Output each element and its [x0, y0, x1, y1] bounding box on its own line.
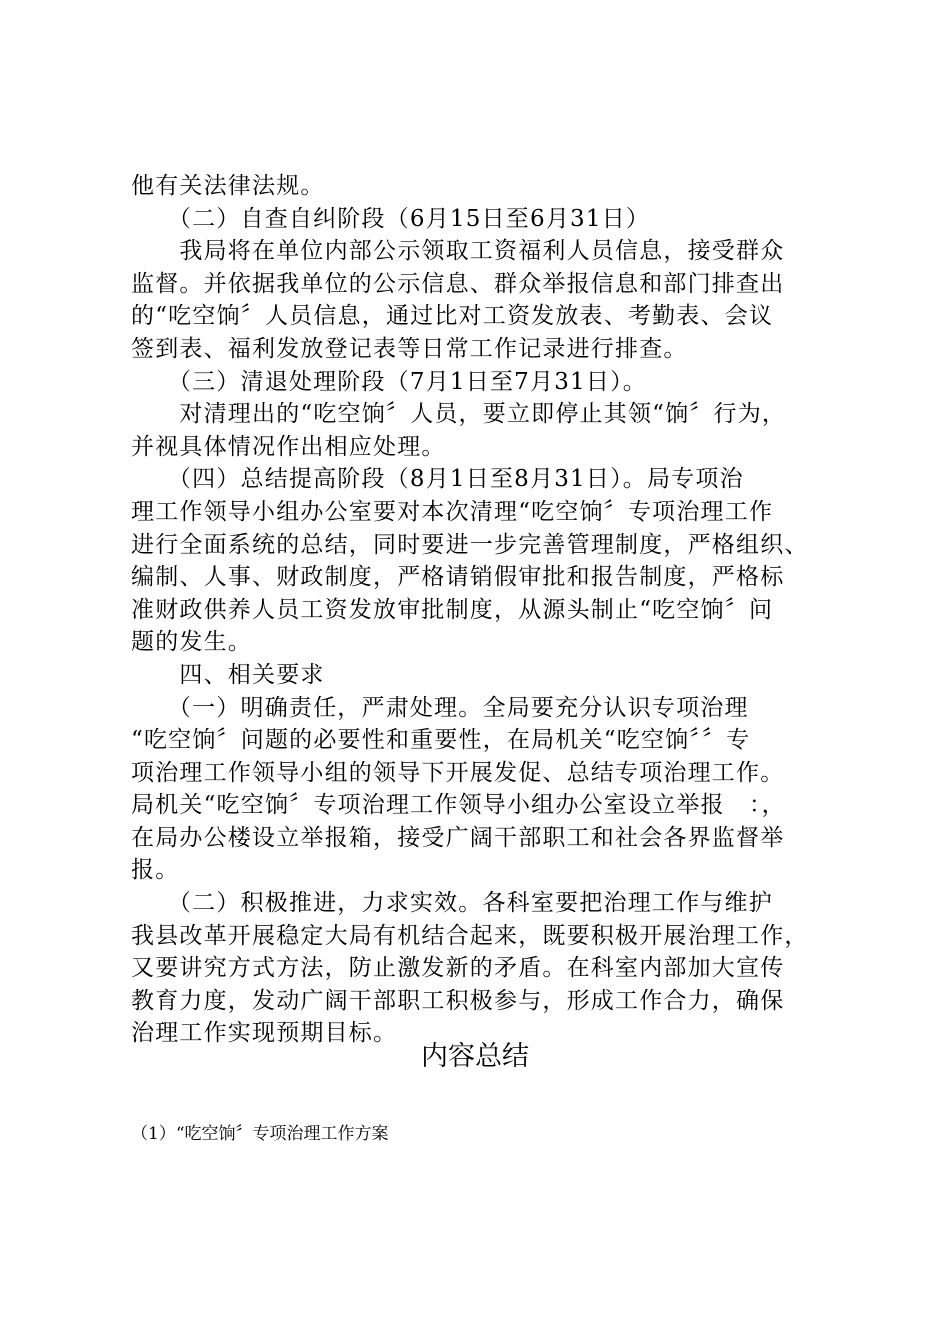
summary-title: 内容总结	[421, 1041, 529, 1072]
body-line: 理工作领导小组办公室要对本次清理“吃空饷〞专项治理工作	[131, 498, 774, 525]
body-line: 教育力度，发动广阔干部职工积极参与，形成工作合力，确保	[131, 987, 785, 1014]
body-line: 我县改革开展稳定大局有机结合起来，既要积极开展治理工作，	[131, 922, 809, 949]
body-line: 项治理工作领导小组的领导下开展发促、总结专项治理工作。	[131, 759, 785, 786]
body-line: （二）自查自纠阶段（6月15日至6月31日）	[131, 205, 651, 232]
document-body	[131, 170, 821, 1050]
section-heading: 四、相关要求	[131, 661, 325, 688]
body-line: “吃空饷〞问题的必要性和重要性，在局机关“吃空饷〞〞专	[131, 727, 751, 754]
body-line: 又要讲究方式方法，防止激发新的矛盾。在科室内部加大宣传	[131, 955, 785, 982]
body-line: 监督。并依据我单位的公示信息、群众举报信息和部门排查出	[131, 270, 785, 297]
summary-item: （1）“吃空饷〞专项治理工作方案	[131, 1124, 389, 1144]
body-line: 我局将在单位内部公示领取工资福利人员信息，接受群众	[131, 238, 785, 265]
body-line: （三）清退处理阶段（7月1日至7月31日）。	[131, 368, 647, 395]
body-line: （四）总结提高阶段（8月1日至8月31日）。局专项治	[131, 466, 744, 493]
body-line: 的“吃空饷〞人员信息，通过比对工资发放表、考勤表、会议	[131, 303, 774, 330]
body-line: 准财政供养人员工资发放审批制度，从源头制止“吃空饷〞问	[131, 596, 774, 623]
body-line: 题的发生。	[131, 629, 252, 656]
body-line: 编制、人事、财政制度，严格请销假审批和报告制度，严格标	[131, 564, 785, 591]
body-line: 治理工作实现预期目标。	[131, 1020, 398, 1047]
body-line: （二）积极推进，力求实效。各科室要把治理工作与维护	[131, 890, 773, 917]
body-line: （一）明确责任，严肃处理。全局要充分认识专项治理	[131, 694, 749, 721]
body-line: 签到表、福利发放登记表等日常工作记录进行排查。	[131, 335, 688, 362]
body-line: 对清理出的“吃空饷〞人员，要立即停止其领“饷〞行为，	[131, 401, 787, 428]
body-line: 进行全面系统的总结，同时要进一步完善管理制度，严格组织、	[131, 531, 809, 558]
body-line: 并视具体情况作出相应处理。	[131, 433, 446, 460]
body-line: 报。	[131, 857, 180, 884]
body-line: 局机关“吃空饷〞专项治理工作领导小组办公室设立举报 ：，	[131, 792, 786, 819]
body-line: 在局办公楼设立举报箱，接受广阔干部职工和社会各界监督举	[131, 824, 785, 851]
body-line: 他有关法律法规。	[131, 173, 325, 199]
